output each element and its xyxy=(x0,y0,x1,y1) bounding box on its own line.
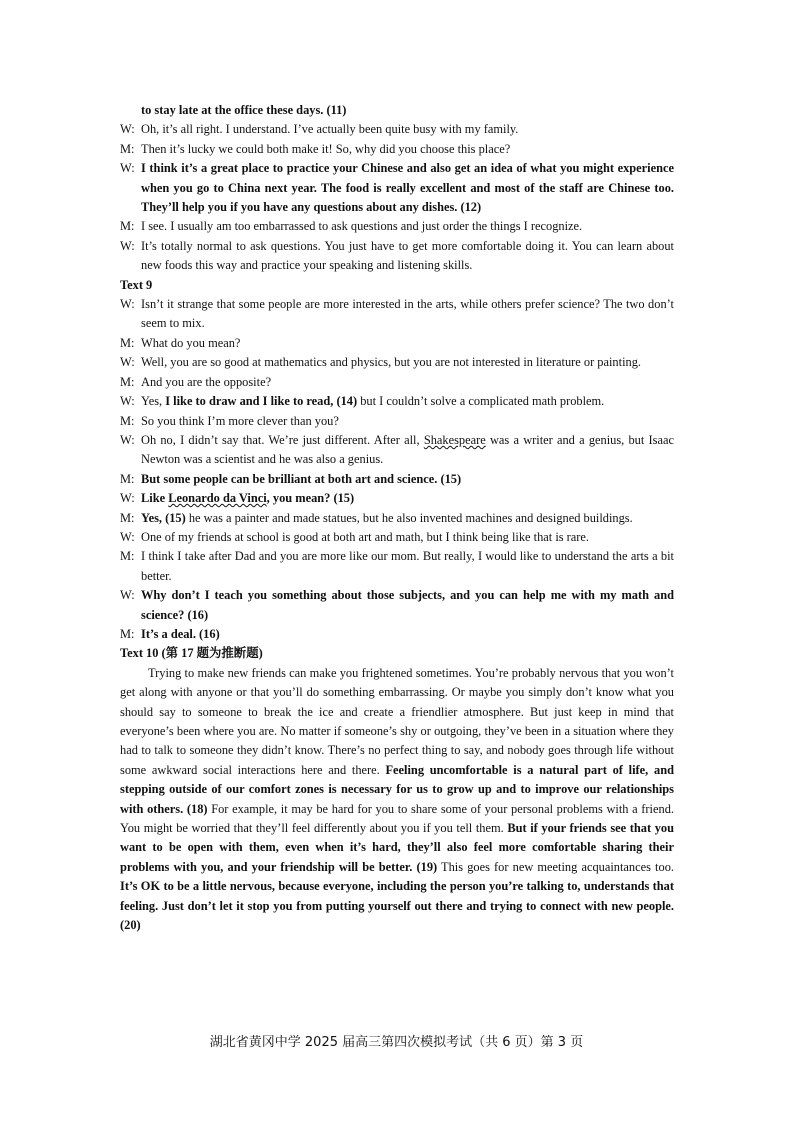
underlined-name: Shakespeare xyxy=(423,432,486,447)
dialogue-turn: M: I think I take after Dad and you are more like our mom. But really, I would like to understand the arts a bit better. xyxy=(120,549,674,583)
dialogue-turn: W: Why don’t I teach you something about those subjects, and you can help me with my math and science? (16) xyxy=(120,588,674,622)
section-heading-text10: Text 10 (第 17 题为推断题) xyxy=(120,646,263,661)
dialogue-turn: M: So you think I’m more clever than you? xyxy=(120,413,339,428)
dialogue-turn: W: It’s totally normal to ask questions. You just have to get more comfortable doing it. You can learn about new foods this way and practice your speaking and listening skills. xyxy=(120,238,674,273)
dialogue-turn: M: What do you mean? xyxy=(120,335,241,350)
dialogue-turn: M: And you are the opposite? xyxy=(120,374,272,389)
dialogue-turn: W: Isn’t it strange that some people are more interested in the arts, while others prefer science? The two don’t seem to mix. xyxy=(120,297,674,331)
dialogue-turn: W: Oh no, I didn’t say that. We’re just different. After all, Shakespeare was a writer and a genius, but Isaac Newton was a scientist and he was also a genius. xyxy=(120,432,674,467)
document-page xyxy=(120,101,674,935)
passage-paragraph: Trying to make new friends can make you frightened sometimes. You’re probably nervous that you won’t get along with anyone or that you’ll do something embarrassing. Or maybe you simply don’t know what you should say to someone to break the ice and create a friendlier atmosphere. But just keep in mind that everyone’s been where you are. No matter if someone’s shy or outgoing, they’ve been in a situation where they had to talk to someone they didn’t know. There’s no perfect thing to say, and nobody goes through life without some awkward social interactions here and there. Feeling uncomfortable is a natural part of life, and stepping outside of our comfort zones is necessary for us to grow up and to improve our relationships with others. (18) For example, it may be hard for you to share some of your personal problems with a friend. You might be worried that they’ll feel differently about you if you tell them. But if your friends see that you want to be open with them, even when it’s hard, they’ll also feel more comfortable sharing their problems with you, and your friendship will be better. (19) This goes for new meeting acquaintances too. It’s OK to be a little nervous, because everyone, including the person you’re talking to, understands that feeling. Just don’t let it stop you from putting yourself out there and trying to connect with new people. (20) xyxy=(120,665,674,933)
dialogue-turn: W: I think it’s a great place to practice your Chinese and also get an idea of what you might experience when you go to China next year. The food is really excellent and most of the staff are Chinese too. They’ll help you if you have any questions about any dishes. (12) xyxy=(120,161,674,215)
dialogue-turn: M: Then it’s lucky we could both make it! So, why did you choose this place? xyxy=(120,141,511,156)
page-footer: 湖北省黄冈中学 2025 届高三第四次模拟考试（共 6 页）第 3 页 xyxy=(209,1035,584,1050)
dialogue-continuation: to stay late at the office these days. (11) xyxy=(141,103,347,117)
section-heading-text9: Text 9 xyxy=(120,277,153,292)
dialogue-turn: W: Well, you are so good at mathematics and physics, but you are not interested in literature or painting. xyxy=(120,355,641,370)
underlined-name: Leonardo da Vinci xyxy=(168,491,267,506)
dialogue-turn: W: One of my friends at school is good at both art and math, but I think being like that is rare. xyxy=(120,529,590,544)
dialogue-turn: W: Yes, I like to draw and I like to read, (14) but I couldn’t solve a complicated math problem. xyxy=(120,394,605,409)
dialogue-turn: M: I see. I usually am too embarrassed to ask questions and just order the things I recognize. xyxy=(120,219,583,234)
dialogue-turn: M: But some people can be brilliant at both art and science. (15) xyxy=(120,471,462,486)
dialogue-turn: W: Like Leonardo da Vinci, you mean? (15) xyxy=(120,491,355,506)
dialogue-turn: M: Yes, (15) he was a painter and made statues, but he also invented machines and designed buildings. xyxy=(120,510,633,525)
dialogue-turn: M: It’s a deal. (16) xyxy=(120,626,220,641)
dialogue-turn: W: Oh, it’s all right. I understand. I’ve actually been quite busy with my family. xyxy=(120,122,519,137)
